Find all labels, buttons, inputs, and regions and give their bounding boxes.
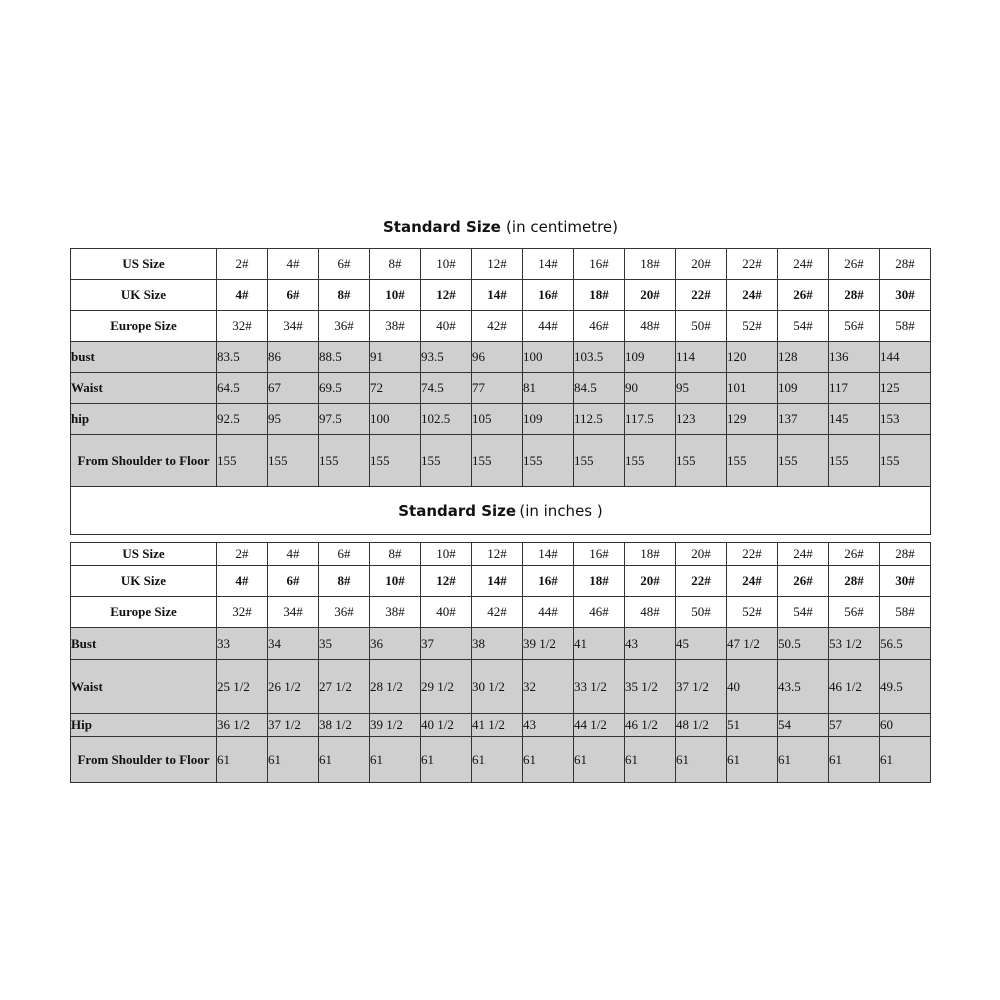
us-size-cell: 4# — [268, 249, 319, 280]
europe-size-cell: 48# — [625, 597, 676, 628]
us-size-cell: 6# — [319, 543, 370, 566]
inches-title-row — [71, 487, 931, 535]
waist-inch-cell: 30 1/2 — [472, 660, 523, 714]
bust-inch-cell: 39 1/2 — [523, 628, 574, 660]
hip-cm-cell: 102.5 — [421, 404, 472, 435]
centimetre-title-bold: Standard Size — [382, 218, 501, 236]
us-size-cell: 16# — [574, 543, 625, 566]
inches-table-title — [71, 487, 931, 535]
bust-cm-cell: 96 — [472, 342, 523, 373]
bust-cm-cell: 120 — [727, 342, 778, 373]
shoulder-inch-cell: 61 — [829, 737, 880, 783]
waist-cm-cell: 64.5 — [217, 373, 268, 404]
us-size-cell: 14# — [523, 543, 574, 566]
shoulder-cm-cell: 155 — [217, 435, 268, 487]
row-label-hip: hip — [71, 404, 217, 435]
row-label-bust: Bust — [71, 628, 217, 660]
europe-size-cell: 52# — [727, 597, 778, 628]
uk-size-cell: 20# — [625, 280, 676, 311]
waist-inch-cell: 28 1/2 — [370, 660, 421, 714]
europe-size-cell: 40# — [421, 311, 472, 342]
bust-cm-cell: 93.5 — [421, 342, 472, 373]
shoulder-cm-cell: 155 — [778, 435, 829, 487]
shoulder-cm-cell: 155 — [676, 435, 727, 487]
europe-size-cell: 58# — [880, 311, 931, 342]
bust-cm-cell: 114 — [676, 342, 727, 373]
us-size-cell: 6# — [319, 249, 370, 280]
waist-cm-cell: 81 — [523, 373, 574, 404]
uk-size-cell: 4# — [217, 566, 268, 597]
us-size-row — [71, 249, 931, 280]
bust-cm-cell: 136 — [829, 342, 880, 373]
hip-inch-cell: 43 — [523, 714, 574, 737]
row-label-bust: bust — [71, 342, 217, 373]
waist-inch-cell: 40 — [727, 660, 778, 714]
shoulder-cm-cell: 155 — [829, 435, 880, 487]
europe-size-cell: 46# — [574, 311, 625, 342]
bust-cm-row — [71, 342, 931, 373]
hip-inch-cell: 36 1/2 — [217, 714, 268, 737]
shoulder-inch-cell: 61 — [472, 737, 523, 783]
waist-cm-cell: 109 — [778, 373, 829, 404]
europe-size-row — [71, 311, 931, 342]
uk-size-cell: 14# — [472, 566, 523, 597]
us-size-cell: 10# — [421, 543, 472, 566]
us-size-cell: 12# — [472, 543, 523, 566]
hip-cm-cell: 117.5 — [625, 404, 676, 435]
us-size-cell: 28# — [880, 249, 931, 280]
us-size-cell: 8# — [370, 543, 421, 566]
europe-size-cell: 50# — [676, 597, 727, 628]
us-size-cell: 22# — [727, 543, 778, 566]
us-size-cell: 20# — [676, 543, 727, 566]
shoulder-cm-cell: 155 — [472, 435, 523, 487]
waist-inch-cell: 43.5 — [778, 660, 829, 714]
europe-size-cell: 42# — [472, 597, 523, 628]
uk-size-cell: 8# — [319, 280, 370, 311]
uk-size-row — [71, 280, 931, 311]
bust-inch-cell: 34 — [268, 628, 319, 660]
us-size-cell: 18# — [625, 543, 676, 566]
europe-size-cell: 32# — [217, 311, 268, 342]
inches-title-bold: Standard Size — [398, 501, 517, 520]
waist-cm-cell: 101 — [727, 373, 778, 404]
hip-inch-cell: 60 — [880, 714, 931, 737]
shoulder-inch-cell: 61 — [421, 737, 472, 783]
uk-size-row — [71, 566, 931, 597]
uk-size-cell: 24# — [727, 566, 778, 597]
us-size-cell: 14# — [523, 249, 574, 280]
bust-inch-cell: 33 — [217, 628, 268, 660]
waist-inch-cell: 32 — [523, 660, 574, 714]
row-label-waist: Waist — [71, 660, 217, 714]
shoulder-inch-cell: 61 — [676, 737, 727, 783]
waist-inch-cell: 46 1/2 — [829, 660, 880, 714]
us-size-cell: 12# — [472, 249, 523, 280]
waist-inch-cell: 29 1/2 — [421, 660, 472, 714]
hip-inch-cell: 39 1/2 — [370, 714, 421, 737]
hip-cm-cell: 129 — [727, 404, 778, 435]
shoulder-cm-cell: 155 — [523, 435, 574, 487]
shoulder-inch-cell: 61 — [727, 737, 778, 783]
uk-size-cell: 28# — [829, 566, 880, 597]
bust-cm-cell: 86 — [268, 342, 319, 373]
us-size-row — [71, 543, 931, 566]
row-label-us-size: US Size — [71, 543, 217, 566]
us-size-cell: 8# — [370, 249, 421, 280]
us-size-cell: 24# — [778, 249, 829, 280]
europe-size-cell: 44# — [523, 311, 574, 342]
us-size-cell: 18# — [625, 249, 676, 280]
europe-size-cell: 34# — [268, 597, 319, 628]
shoulder-inch-cell: 61 — [268, 737, 319, 783]
europe-size-cell: 34# — [268, 311, 319, 342]
hip-cm-row — [71, 404, 931, 435]
bust-inch-cell: 36 — [370, 628, 421, 660]
uk-size-cell: 6# — [268, 566, 319, 597]
bust-inch-cell: 38 — [472, 628, 523, 660]
row-label-us-size: US Size — [71, 249, 217, 280]
hip-inch-cell: 37 1/2 — [268, 714, 319, 737]
bust-cm-cell: 144 — [880, 342, 931, 373]
waist-cm-cell: 95 — [676, 373, 727, 404]
hip-inch-cell: 38 1/2 — [319, 714, 370, 737]
bust-inch-cell: 43 — [625, 628, 676, 660]
uk-size-cell: 22# — [676, 280, 727, 311]
bust-cm-cell: 128 — [778, 342, 829, 373]
shoulder-cm-cell: 155 — [880, 435, 931, 487]
shoulder-inch-cell: 61 — [778, 737, 829, 783]
bust-cm-cell: 91 — [370, 342, 421, 373]
hip-cm-cell: 97.5 — [319, 404, 370, 435]
europe-size-cell: 56# — [829, 311, 880, 342]
europe-size-cell: 50# — [676, 311, 727, 342]
hip-cm-cell: 123 — [676, 404, 727, 435]
shoulder-inch-cell: 61 — [574, 737, 625, 783]
shoulder-cm-cell: 155 — [421, 435, 472, 487]
hip-inch-row — [71, 714, 931, 737]
shoulder-cm-cell: 155 — [319, 435, 370, 487]
size-table-centimetre — [70, 248, 931, 535]
europe-size-cell: 38# — [370, 597, 421, 628]
uk-size-cell: 24# — [727, 280, 778, 311]
row-label-waist: Waist — [71, 373, 217, 404]
uk-size-cell: 20# — [625, 566, 676, 597]
europe-size-row — [71, 597, 931, 628]
waist-cm-cell: 77 — [472, 373, 523, 404]
shoulder-cm-cell: 155 — [268, 435, 319, 487]
waist-cm-cell: 117 — [829, 373, 880, 404]
uk-size-cell: 30# — [880, 280, 931, 311]
bust-cm-cell: 88.5 — [319, 342, 370, 373]
uk-size-cell: 18# — [574, 566, 625, 597]
bust-inch-cell: 41 — [574, 628, 625, 660]
hip-inch-cell: 41 1/2 — [472, 714, 523, 737]
hip-cm-cell: 137 — [778, 404, 829, 435]
waist-inch-row — [71, 660, 931, 714]
europe-size-cell: 42# — [472, 311, 523, 342]
uk-size-cell: 26# — [778, 566, 829, 597]
bust-inch-cell: 53 1/2 — [829, 628, 880, 660]
waist-inch-cell: 35 1/2 — [625, 660, 676, 714]
us-size-cell: 26# — [829, 543, 880, 566]
us-size-cell: 10# — [421, 249, 472, 280]
waist-inch-cell: 26 1/2 — [268, 660, 319, 714]
uk-size-cell: 16# — [523, 566, 574, 597]
waist-inch-cell: 49.5 — [880, 660, 931, 714]
shoulder-to-floor-cm-row — [71, 435, 931, 487]
bust-cm-cell: 109 — [625, 342, 676, 373]
hip-cm-cell: 112.5 — [574, 404, 625, 435]
waist-cm-row — [71, 373, 931, 404]
europe-size-cell: 38# — [370, 311, 421, 342]
uk-size-cell: 8# — [319, 566, 370, 597]
centimetre-title-unit: (in centimetre) — [506, 218, 619, 236]
waist-cm-cell: 125 — [880, 373, 931, 404]
bust-inch-cell: 37 — [421, 628, 472, 660]
us-size-cell: 28# — [880, 543, 931, 566]
centimetre-table-title — [70, 218, 931, 236]
uk-size-cell: 16# — [523, 280, 574, 311]
row-label-europe-size: Europe Size — [71, 597, 217, 628]
row-label-uk-size: UK Size — [71, 566, 217, 597]
waist-cm-cell: 72 — [370, 373, 421, 404]
europe-size-cell: 48# — [625, 311, 676, 342]
europe-size-cell: 40# — [421, 597, 472, 628]
bust-cm-cell: 103.5 — [574, 342, 625, 373]
europe-size-cell: 56# — [829, 597, 880, 628]
us-size-cell: 20# — [676, 249, 727, 280]
waist-inch-cell: 37 1/2 — [676, 660, 727, 714]
europe-size-cell: 36# — [319, 597, 370, 628]
europe-size-cell: 54# — [778, 597, 829, 628]
bust-cm-cell: 83.5 — [217, 342, 268, 373]
us-size-cell: 22# — [727, 249, 778, 280]
bust-inch-cell: 35 — [319, 628, 370, 660]
waist-inch-cell: 27 1/2 — [319, 660, 370, 714]
uk-size-cell: 12# — [421, 566, 472, 597]
uk-size-cell: 14# — [472, 280, 523, 311]
uk-size-cell: 22# — [676, 566, 727, 597]
waist-cm-cell: 69.5 — [319, 373, 370, 404]
hip-cm-cell: 95 — [268, 404, 319, 435]
hip-cm-cell: 153 — [880, 404, 931, 435]
hip-cm-cell: 109 — [523, 404, 574, 435]
bust-inch-row — [71, 628, 931, 660]
us-size-cell: 24# — [778, 543, 829, 566]
europe-size-cell: 54# — [778, 311, 829, 342]
bust-inch-cell: 47 1/2 — [727, 628, 778, 660]
hip-inch-cell: 40 1/2 — [421, 714, 472, 737]
europe-size-cell: 46# — [574, 597, 625, 628]
hip-cm-cell: 105 — [472, 404, 523, 435]
shoulder-cm-cell: 155 — [727, 435, 778, 487]
us-size-cell: 2# — [217, 543, 268, 566]
hip-inch-cell: 44 1/2 — [574, 714, 625, 737]
shoulder-inch-cell: 61 — [523, 737, 574, 783]
row-label-europe-size: Europe Size — [71, 311, 217, 342]
bust-inch-cell: 45 — [676, 628, 727, 660]
shoulder-cm-cell: 155 — [370, 435, 421, 487]
shoulder-cm-cell: 155 — [625, 435, 676, 487]
uk-size-cell: 30# — [880, 566, 931, 597]
hip-cm-cell: 100 — [370, 404, 421, 435]
shoulder-inch-cell: 61 — [319, 737, 370, 783]
hip-cm-cell: 92.5 — [217, 404, 268, 435]
waist-cm-cell: 90 — [625, 373, 676, 404]
europe-size-cell: 36# — [319, 311, 370, 342]
row-label-shoulder-to-floor: From Shoulder to Floor — [71, 737, 217, 783]
us-size-cell: 2# — [217, 249, 268, 280]
us-size-cell: 4# — [268, 543, 319, 566]
europe-size-cell: 44# — [523, 597, 574, 628]
shoulder-inch-cell: 61 — [880, 737, 931, 783]
row-label-uk-size: UK Size — [71, 280, 217, 311]
waist-inch-cell: 33 1/2 — [574, 660, 625, 714]
hip-inch-cell: 54 — [778, 714, 829, 737]
waist-cm-cell: 84.5 — [574, 373, 625, 404]
uk-size-cell: 12# — [421, 280, 472, 311]
row-label-shoulder-to-floor: From Shoulder to Floor — [71, 435, 217, 487]
hip-cm-cell: 145 — [829, 404, 880, 435]
uk-size-cell: 10# — [370, 566, 421, 597]
europe-size-cell: 32# — [217, 597, 268, 628]
europe-size-cell: 52# — [727, 311, 778, 342]
waist-cm-cell: 67 — [268, 373, 319, 404]
uk-size-cell: 4# — [217, 280, 268, 311]
waist-cm-cell: 74.5 — [421, 373, 472, 404]
us-size-cell: 26# — [829, 249, 880, 280]
shoulder-cm-cell: 155 — [574, 435, 625, 487]
shoulder-inch-cell: 61 — [217, 737, 268, 783]
hip-inch-cell: 48 1/2 — [676, 714, 727, 737]
uk-size-cell: 28# — [829, 280, 880, 311]
europe-size-cell: 58# — [880, 597, 931, 628]
uk-size-cell: 18# — [574, 280, 625, 311]
bust-cm-cell: 100 — [523, 342, 574, 373]
hip-inch-cell: 57 — [829, 714, 880, 737]
row-label-hip: Hip — [71, 714, 217, 737]
size-table-inches — [70, 542, 931, 783]
inches-title-unit: (in inches ) — [519, 501, 603, 520]
us-size-cell: 16# — [574, 249, 625, 280]
shoulder-inch-cell: 61 — [625, 737, 676, 783]
uk-size-cell: 6# — [268, 280, 319, 311]
shoulder-to-floor-inch-row — [71, 737, 931, 783]
waist-inch-cell: 25 1/2 — [217, 660, 268, 714]
hip-inch-cell: 46 1/2 — [625, 714, 676, 737]
uk-size-cell: 10# — [370, 280, 421, 311]
uk-size-cell: 26# — [778, 280, 829, 311]
bust-inch-cell: 50.5 — [778, 628, 829, 660]
bust-inch-cell: 56.5 — [880, 628, 931, 660]
shoulder-inch-cell: 61 — [370, 737, 421, 783]
hip-inch-cell: 51 — [727, 714, 778, 737]
